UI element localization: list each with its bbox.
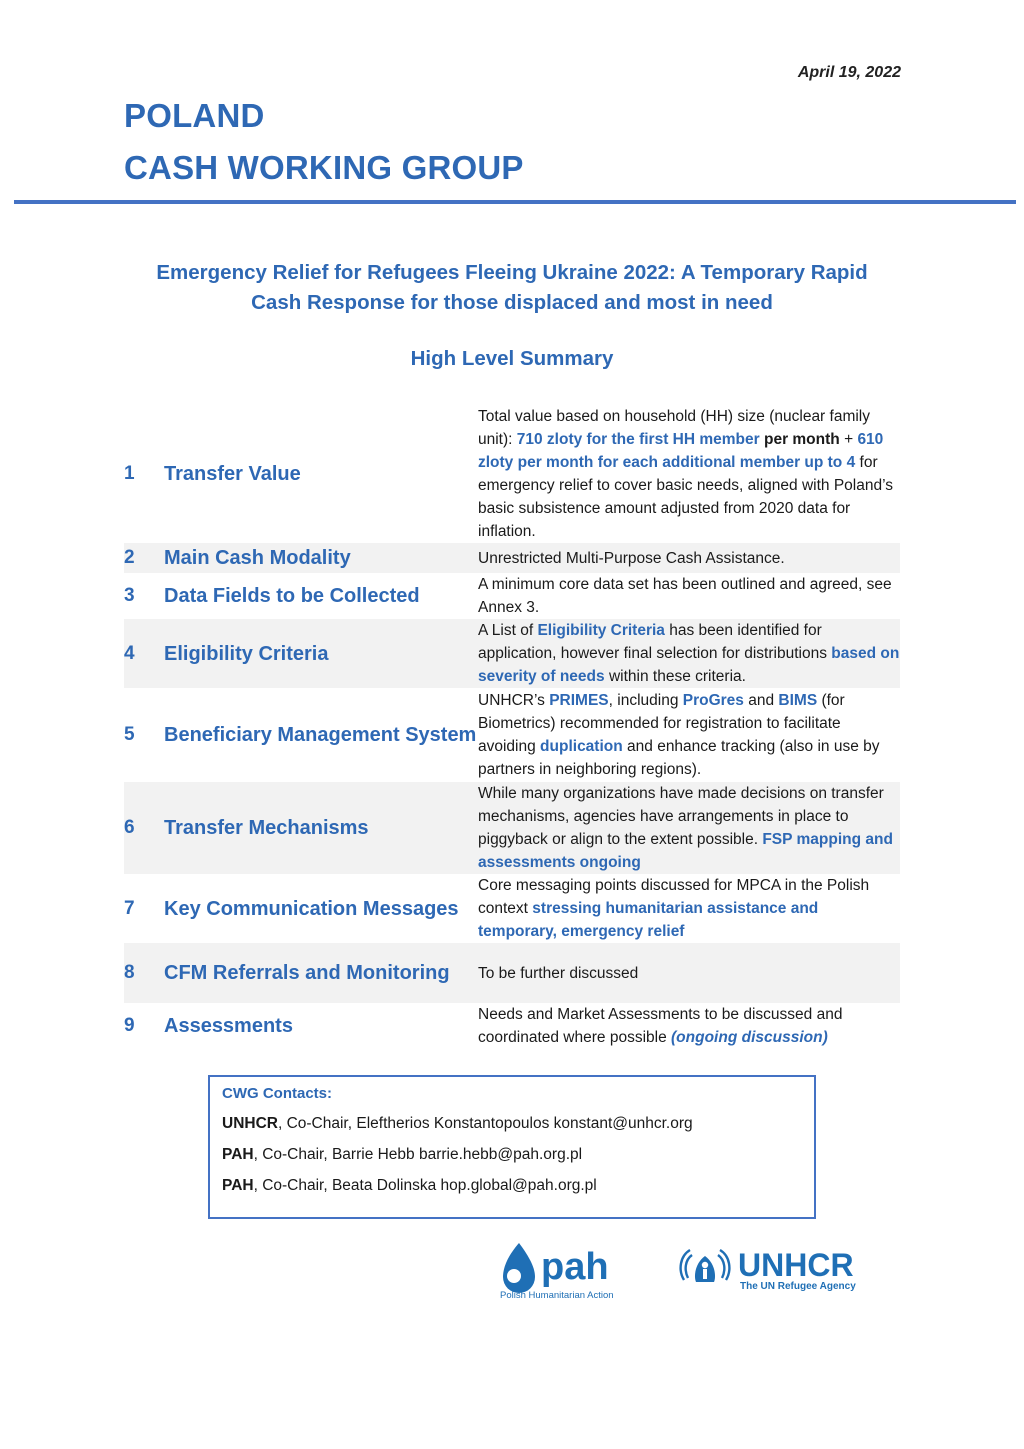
- document-title-line-2: Cash Response for those displaced and most in need: [251, 291, 773, 314]
- description-highlight: ProGres: [682, 692, 744, 709]
- description-text: and: [743, 692, 779, 709]
- row-number: 9: [124, 1015, 135, 1036]
- row-description: [478, 405, 900, 543]
- description-highlight: 610 zloty per month for each additional member up to 4: [478, 431, 884, 471]
- row-number: 4: [124, 619, 164, 688]
- row-description: [478, 782, 900, 874]
- row-number: 5: [124, 724, 135, 745]
- row-number: 8: [124, 943, 164, 1003]
- row-topic: Key Communication Messages: [164, 897, 459, 920]
- description-text: While many organizations have made decisions on transfer mechanisms, agencies have arrangements in place to piggyback or align to the extent possible.: [478, 785, 884, 848]
- summary-row: [124, 782, 900, 874]
- row-topic: Assessments: [164, 1015, 293, 1037]
- summary-row: [124, 543, 900, 573]
- description-text: within these criteria.: [604, 668, 746, 685]
- description-text: A minimum core data set has been outlined and agreed, see Annex 3.: [478, 576, 892, 616]
- row-number: 2: [124, 543, 164, 573]
- description-highlight: FSP mapping and assessments ongoing: [478, 831, 893, 871]
- description-text: +: [839, 431, 858, 448]
- description-highlight: 710 zloty for the first HH member: [516, 431, 760, 448]
- unhcr-logo-name: UNHCR: [738, 1247, 854, 1283]
- row-description: [478, 543, 900, 573]
- row-topic: Transfer Value: [164, 463, 301, 485]
- description-highlight: per month: [759, 431, 840, 448]
- contact-detail: , Co-Chair, Beata Dolinska hop.global@pah.org.pl: [253, 1177, 597, 1194]
- contact-detail: , Co-Chair, Eleftherios Konstantopoulos konstant@unhcr.org: [277, 1115, 693, 1132]
- header-divider: [14, 200, 1016, 204]
- row-description: [478, 619, 900, 688]
- contact-org: UNHCR: [222, 1115, 278, 1132]
- unhcr-logo: [676, 1244, 880, 1292]
- org-title-line-2: CASH WORKING GROUP: [124, 149, 524, 186]
- row-topic: Eligibility Criteria: [164, 619, 478, 688]
- description-text: Unrestricted Multi-Purpose Cash Assistance.: [478, 549, 785, 567]
- contact-org: PAH: [222, 1177, 254, 1194]
- contacts-label: CWG Contacts:: [222, 1085, 332, 1102]
- summary-table: [124, 405, 900, 1049]
- summary-row: [124, 573, 900, 619]
- row-description: [478, 943, 900, 1003]
- summary-table-body: [124, 405, 900, 1049]
- description-text: (for Biometrics) recommended for registration to facilitate avoiding: [478, 692, 845, 755]
- description-highlight: stressing humanitarian assistance and temporary, emergency relief: [478, 900, 819, 940]
- contact-detail: , Co-Chair, Barrie Hebb barrie.hebb@pah.org.pl: [253, 1146, 583, 1163]
- summary-row: [124, 619, 900, 688]
- description-highlight: Eligibility Criteria: [537, 622, 665, 639]
- row-topic: Data Fields to be Collected: [164, 585, 420, 607]
- summary-row: [124, 874, 900, 943]
- row-topic: Main Cash Modality: [164, 543, 478, 573]
- summary-row: [124, 1003, 900, 1049]
- description-text: Core messaging points discussed for MPCA in the Polish context: [478, 877, 870, 917]
- pah-logo-tagline: Polish Humanitarian Action: [500, 1290, 614, 1301]
- description-highlight: PRIMES: [549, 692, 609, 709]
- row-topic: CFM Referrals and Monitoring: [164, 943, 478, 1003]
- row-description: [478, 874, 900, 943]
- contact-org: PAH: [222, 1146, 254, 1163]
- summary-heading: High Level Summary: [410, 347, 614, 370]
- row-topic: Transfer Mechanisms: [164, 782, 478, 874]
- org-title: [124, 90, 524, 194]
- row-topic: Beneficiary Management System: [164, 724, 477, 746]
- contact-list: [222, 1115, 814, 1195]
- pah-logo-name: pah: [541, 1246, 609, 1288]
- pah-drop-icon: [503, 1243, 535, 1293]
- description-text: To be further discussed: [478, 964, 639, 982]
- contact-line: [222, 1146, 814, 1164]
- description-highlight: based on severity of needs: [478, 645, 900, 685]
- description-highlight: (ongoing discussion): [671, 1029, 828, 1046]
- pah-logo: [497, 1237, 637, 1301]
- row-description: [478, 688, 900, 782]
- row-number: 7: [124, 897, 135, 919]
- document-title-line-1: Emergency Relief for Refugees Fleeing Ukraine 2022: A Temporary Rapid: [156, 261, 868, 284]
- description-text: for emergency relief to cover basic needs, aligned with Poland’s basic subsistence amount adjusted from 2020 data for inflation.: [478, 454, 894, 540]
- unhcr-people-icon: [695, 1256, 715, 1282]
- description-text: has been identified for application, however final selection for distributions: [478, 622, 832, 662]
- row-number: 3: [124, 585, 135, 606]
- description-text: and enhance tracking (also in use by partners in neighboring regions).: [478, 738, 880, 778]
- description-highlight: BIMS: [778, 692, 818, 709]
- row-description: [478, 573, 900, 619]
- summary-row: [124, 688, 900, 782]
- document-title: [100, 258, 924, 318]
- description-text: UNHCR’s: [478, 692, 550, 709]
- description-highlight: duplication: [540, 738, 623, 755]
- description-text: , including: [608, 692, 683, 709]
- contact-line: [222, 1177, 814, 1195]
- row-number: 6: [124, 782, 164, 874]
- row-description: [478, 1003, 900, 1049]
- description-text: A List of: [478, 622, 538, 639]
- contact-line: [222, 1115, 814, 1133]
- row-number: 1: [124, 463, 135, 484]
- org-title-line-1: POLAND: [124, 97, 265, 134]
- description-text: Needs and Market Assessments to be discussed and coordinated where possible: [478, 1006, 843, 1046]
- contacts-box: [208, 1075, 816, 1219]
- summary-row: [124, 405, 900, 543]
- description-text: Total value based on household (HH) size (nuclear family unit):: [478, 408, 871, 448]
- summary-row: [124, 943, 900, 1003]
- unhcr-logo-tagline: The UN Refugee Agency: [740, 1281, 856, 1292]
- document-date: April 19, 2022: [797, 64, 901, 81]
